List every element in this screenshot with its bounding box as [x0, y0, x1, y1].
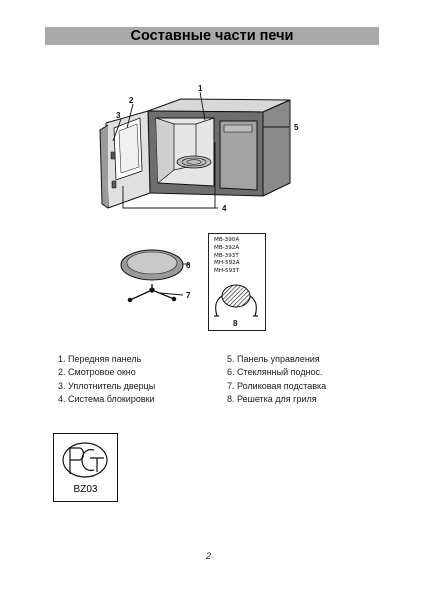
callout-6: 6 [186, 261, 191, 270]
part-item: 2. Смотровое окно [58, 367, 136, 378]
page-title: Составные части печи [130, 28, 294, 44]
model-item: MH-592A [214, 260, 240, 267]
parts-list-left [58, 353, 155, 407]
glass-tray-drawing [121, 250, 190, 280]
rst-certification-icon [54, 436, 117, 484]
microwave-oven-drawing [100, 99, 290, 208]
part-item: 3. Уплотнитель дверцы [58, 380, 156, 391]
parts-list-right [227, 353, 326, 407]
part-item: 8. Решетка для гриля [227, 394, 317, 405]
model-list [214, 237, 240, 276]
callout-5: 5 [294, 123, 299, 132]
model-item: MB-393T [214, 252, 239, 259]
part-item: 1. Передняя панель [58, 354, 142, 364]
callout-1: 1 [198, 84, 203, 93]
part-item: 6. Стеклянный поднос. [227, 367, 323, 378]
callout-3: 3 [116, 111, 121, 120]
part-item: 4. Система блокировки [58, 394, 155, 405]
part-item: 7. Роликовая подставка [227, 380, 327, 391]
model-item: MH-593T [214, 268, 240, 275]
callout-7: 7 [186, 291, 191, 300]
callout-8: 8 [233, 319, 238, 328]
certification-mark [53, 433, 118, 502]
callout-2: 2 [129, 96, 134, 105]
model-box [208, 233, 266, 331]
certification-code: BZ03 [73, 484, 98, 495]
part-item: 5. Панель управления [227, 354, 320, 364]
callout-4: 4 [222, 204, 227, 213]
model-item: MB-392A [214, 244, 240, 251]
model-item: MB-390A [214, 237, 240, 243]
page-number: 2 [206, 551, 212, 561]
roller-support-drawing [128, 284, 183, 302]
